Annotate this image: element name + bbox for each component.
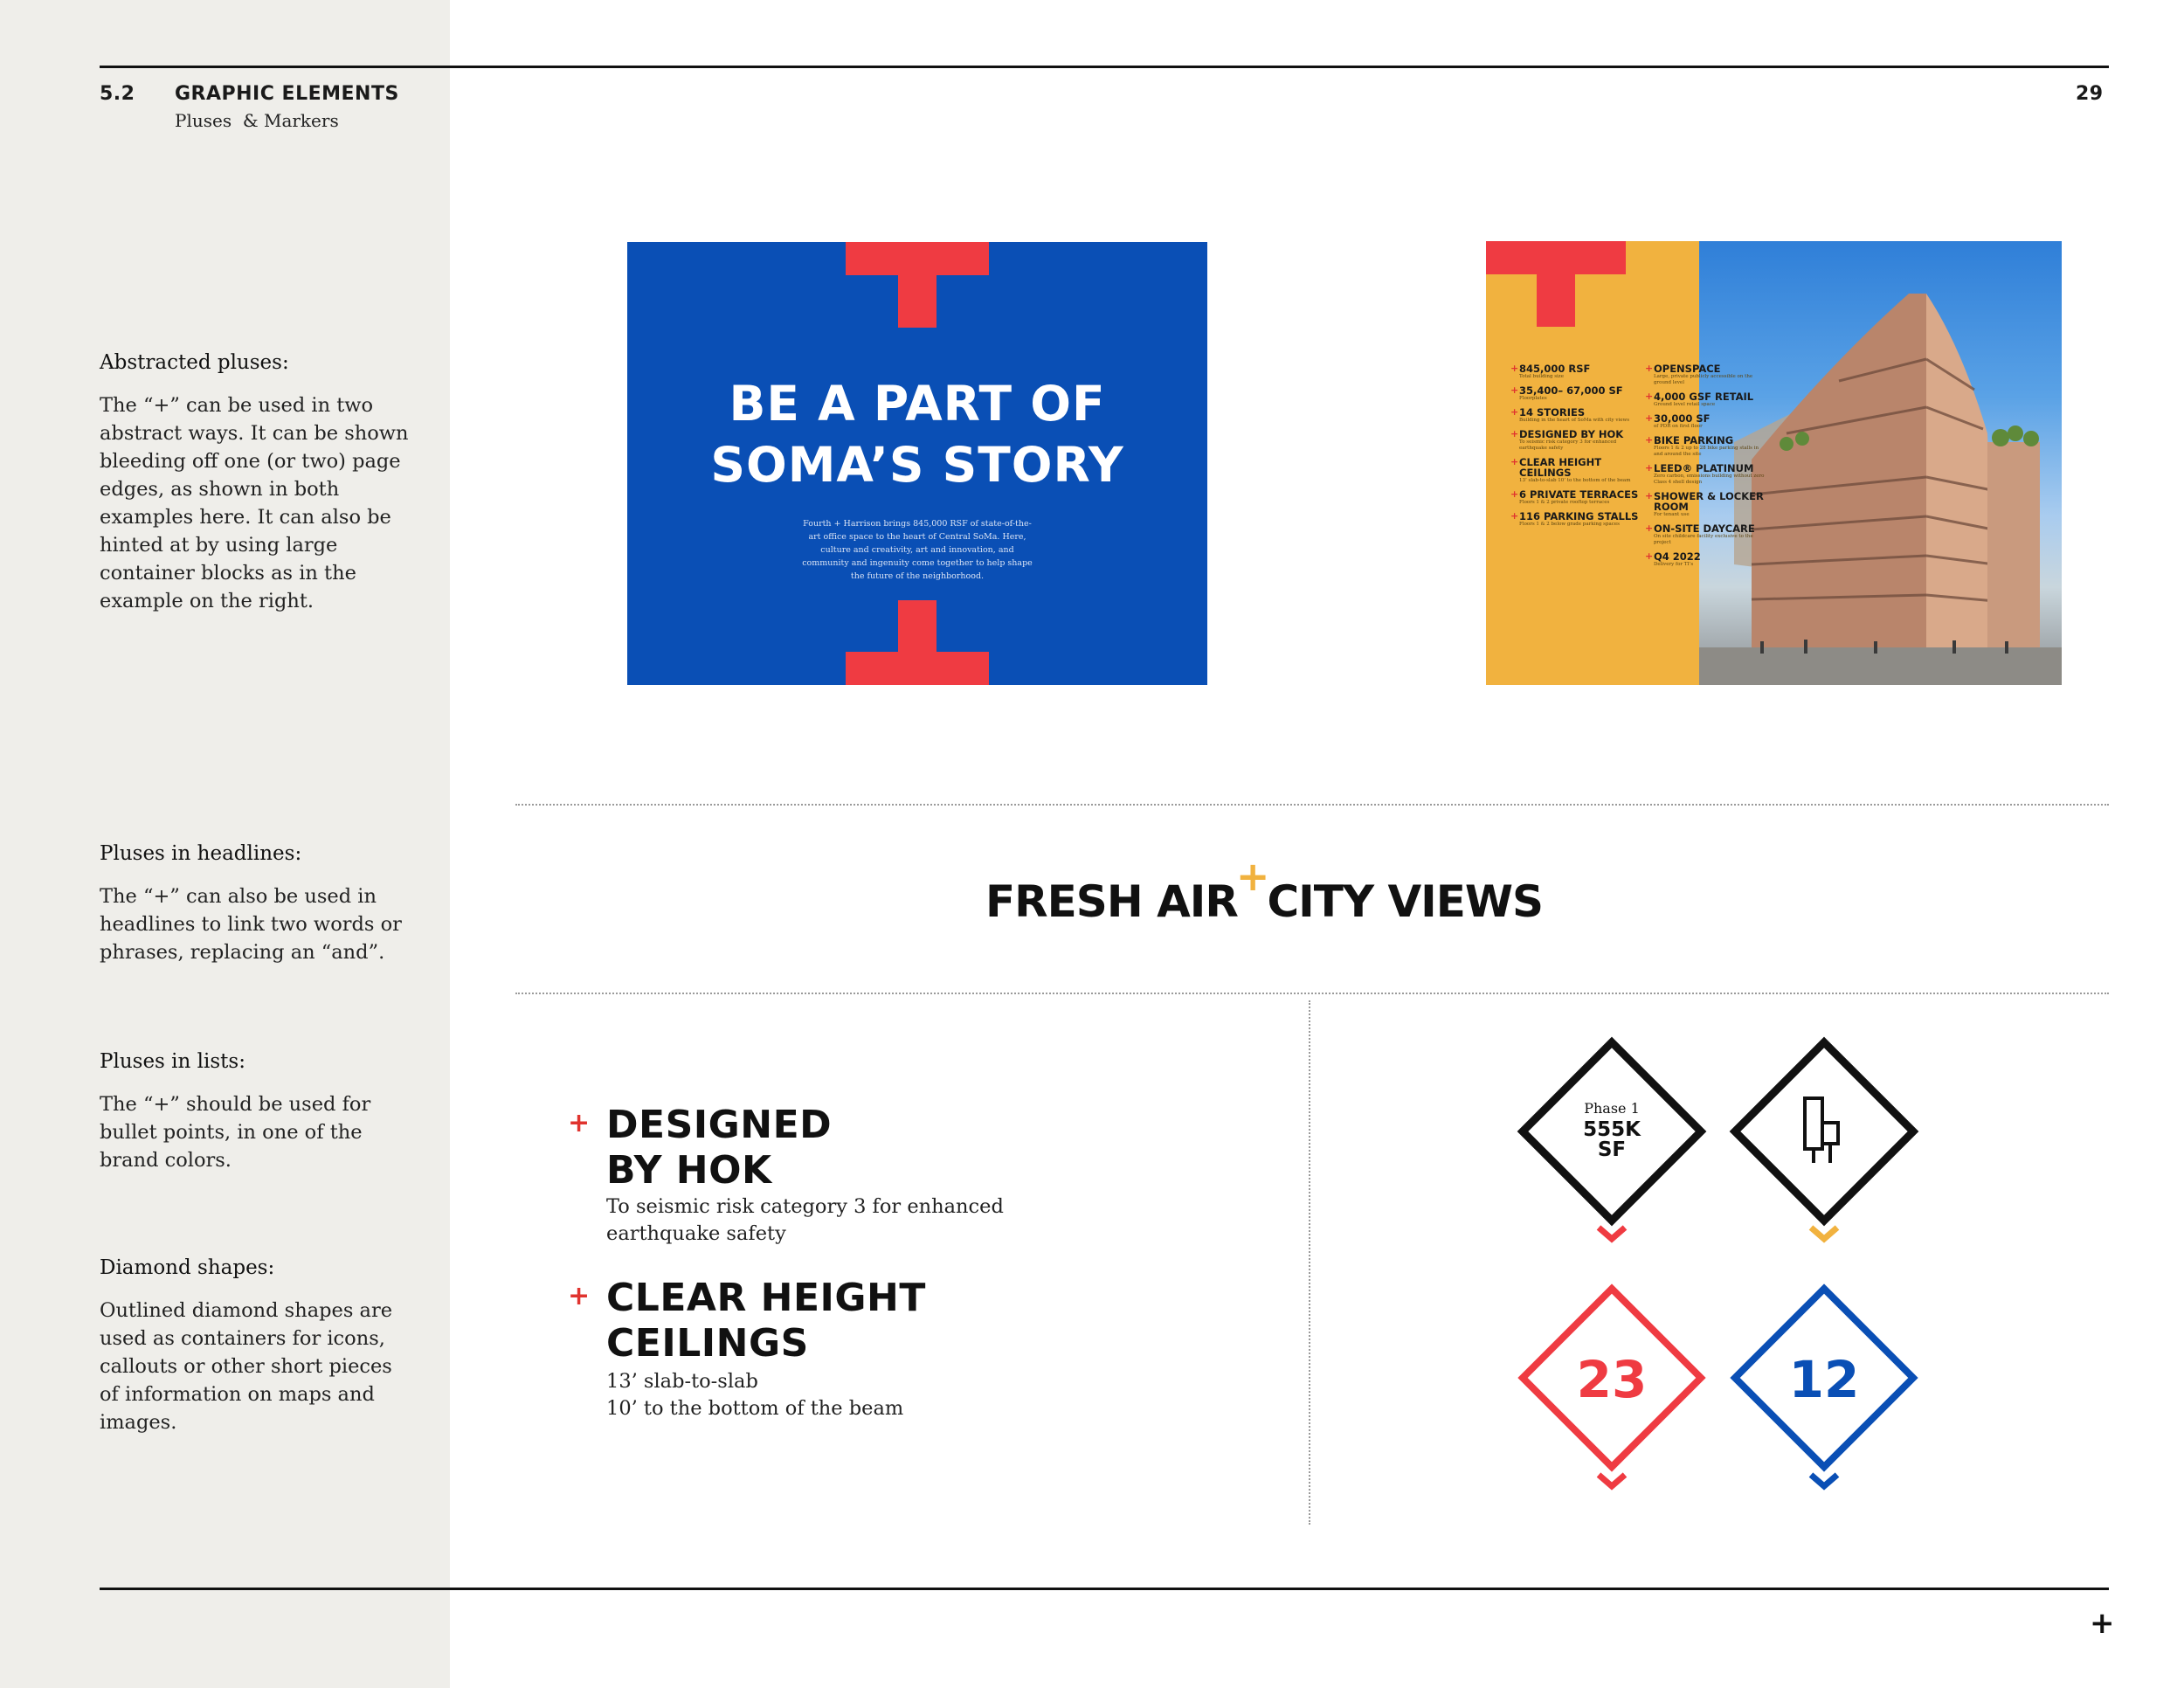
section-title: GRAPHIC ELEMENTS bbox=[175, 83, 399, 105]
page-number: 29 bbox=[2076, 83, 2104, 105]
brochure-bullet: + LEED® PLATINUM Zero carbon, emissions building without zero Class 4 shell design bbox=[1645, 462, 1765, 485]
list-item-title-line1: CLEAR HEIGHT bbox=[606, 1276, 926, 1320]
note-body-diamonds: Outlined diamond shapes are used as containers for icons, callouts or other short pieces of information on maps and images. bbox=[100, 1299, 393, 1434]
diamond-phase-marker bbox=[1523, 1042, 1701, 1239]
brochure-bullet: + BIKE PARKING Floors 1 & 2 up to 28 bike parking stalls in and around the site bbox=[1645, 434, 1759, 457]
plus-bullet-icon: + bbox=[1510, 510, 1519, 522]
plus-bullet-icon: + bbox=[1645, 550, 1654, 562]
list-item-desc-line2: 10’ to the bottom of the beam bbox=[606, 1397, 904, 1420]
brochure-bullet: + CLEAR HEIGHT CEILINGS 13’ slab-to-slab 10’ to the bottom of the beam bbox=[1510, 456, 1631, 483]
plus-bullet-icon: + bbox=[1645, 412, 1654, 424]
footer-plus-icon: + bbox=[2090, 1606, 2115, 1641]
poster-title-line2: SOMA’S STORY bbox=[710, 437, 1124, 493]
poster-title-line1: BE A PART OF bbox=[729, 376, 1106, 432]
headline-plus: + bbox=[1235, 853, 1269, 900]
section-number: 5.2 bbox=[100, 83, 135, 105]
brochure-bullet: + Q4 2022 Delivery for TI’s bbox=[1645, 550, 1701, 567]
brochure-bullet: + OPENSPACE Large, private publicly accessible on the ground level bbox=[1645, 363, 1753, 385]
list-item-desc bbox=[606, 1368, 903, 1422]
plus-bullet-icon: + bbox=[1510, 406, 1519, 418]
bottom-rule bbox=[100, 1588, 2109, 1590]
plus-bullet-icon: + bbox=[1645, 434, 1654, 446]
brochure-bullet: + 30,000 SF of PDR on first floor bbox=[1645, 412, 1711, 429]
plus-block-bottom-bar bbox=[846, 652, 989, 685]
brochure-bullet: + ON-SITE DAYCARE On site childcare facility exclusive to the project bbox=[1645, 522, 1755, 545]
brochure-col-1 bbox=[1510, 363, 1641, 533]
diamond-number-blue bbox=[1735, 1289, 1913, 1486]
headline-right: CITY VIEWS bbox=[1267, 876, 1544, 927]
brochure-plus-stem bbox=[1537, 241, 1575, 327]
plus-bullet-icon: + bbox=[1510, 456, 1519, 467]
plus-bullet-icon: + bbox=[1510, 488, 1519, 500]
brochure-bullet: + 35,400– 67,000 SF Floorplates bbox=[1510, 384, 1623, 401]
note-heading-headlines: Pluses in headlines: bbox=[100, 842, 302, 865]
list-item-title-line2: CEILINGS bbox=[606, 1321, 809, 1366]
divider-lower bbox=[515, 993, 2109, 994]
note-heading-diamonds: Diamond shapes: bbox=[100, 1256, 275, 1279]
plus-bullet-icon: + bbox=[1645, 522, 1654, 534]
plus-bullet-icon: + bbox=[1510, 363, 1519, 374]
plus-bullet-icon: + bbox=[1645, 462, 1654, 474]
plus-bullet-icon: + bbox=[1510, 428, 1519, 439]
plus-bullet-icon: + bbox=[1645, 363, 1654, 374]
plus-bullet-icon: + bbox=[1510, 384, 1519, 396]
list-item-desc-line1: 13’ slab-to-slab bbox=[606, 1370, 758, 1393]
brochure-col-2 bbox=[1645, 363, 1767, 573]
diamond-markers bbox=[1503, 1035, 1931, 1507]
brochure-bullet: + SHOWER & LOCKER ROOM For tenant use bbox=[1645, 490, 1764, 517]
brochure-example bbox=[1486, 241, 2062, 685]
list-item-title bbox=[606, 1103, 832, 1193]
poster-body: Fourth + Harrison brings 845,000 RSF of state-of-the-art office space to the heart of Central SoMa. Here, culture and creativity, art and innovation, and community and ingenuity come together to help shape the future of the neighborhood. bbox=[802, 519, 1033, 581]
brochure-bullet: + 845,000 RSF Total building size bbox=[1510, 363, 1591, 379]
list-item-title-line2: BY HOK bbox=[606, 1148, 772, 1193]
list-item-desc-line1: To seismic risk category 3 for enhanced bbox=[606, 1195, 1004, 1218]
divider-vertical bbox=[1309, 1000, 1310, 1525]
brochure-bullet: + 4,000 GSF RETAIL Ground level retail space bbox=[1645, 391, 1754, 407]
diamond-phase-label: Phase 1 bbox=[1584, 1100, 1640, 1117]
plus-bullet-icon: + bbox=[1645, 490, 1654, 502]
brochure-bullet: + DESIGNED BY HOK To seismic risk category 3 for enhanced earthquake safety bbox=[1510, 428, 1624, 451]
brochure-bullet: + 6 PRIVATE TERRACES Floors 1 & 2 private rooftop terraces bbox=[1510, 488, 1639, 505]
list-item-title-line1: DESIGNED bbox=[606, 1103, 833, 1147]
note-body-lists: The “+” should be used for bullet points, in one of the brand colors. bbox=[100, 1093, 371, 1172]
headline-left: FRESH AIR bbox=[985, 876, 1238, 927]
plus-bullet-icon: + bbox=[1645, 391, 1654, 402]
plus-block-top-stem bbox=[898, 242, 936, 328]
note-heading-abstracted: Abstracted pluses: bbox=[100, 351, 289, 374]
list-item-desc-line2: earthquake safety bbox=[606, 1222, 786, 1245]
section-subtitle: Pluses & Markers bbox=[175, 110, 339, 131]
list-plus-icon: + bbox=[568, 1108, 591, 1138]
headline-example bbox=[985, 853, 1544, 927]
diamond-number-12: 12 bbox=[1788, 1350, 1860, 1409]
brochure-bullet: + 14 STORIES Building in the heart of SoMa with city views bbox=[1510, 406, 1630, 423]
poster-example bbox=[627, 242, 1207, 685]
diamond-icon-marker bbox=[1735, 1042, 1913, 1239]
brochure-container-block bbox=[1626, 241, 1699, 349]
top-rule bbox=[100, 66, 2109, 68]
diamond-phase-value: 555K bbox=[1583, 1118, 1641, 1141]
diamond-number-red bbox=[1523, 1289, 1701, 1486]
note-heading-lists: Pluses in lists: bbox=[100, 1050, 245, 1073]
diamond-phase-unit: SF bbox=[1597, 1138, 1627, 1161]
note-body-headlines: The “+” can also be used in headlines to link two words or phrases, replacing an “and”. bbox=[100, 885, 402, 964]
brochure-bullet: + 116 PARKING STALLS Floors 1 & 2 below grade parking spaces bbox=[1510, 510, 1639, 527]
list-plus-icon: + bbox=[568, 1281, 591, 1311]
diamond-number-23: 23 bbox=[1576, 1350, 1648, 1409]
list-item-desc bbox=[606, 1193, 1004, 1248]
note-body-abstracted: The “+” can be used in two abstract ways. It can be shown bleeding off one (or two) page edges, as shown in both examples here. It can also be hinted at by using large container blocks as in the example on the right. bbox=[100, 394, 409, 612]
poster-title bbox=[627, 373, 1207, 495]
divider-upper bbox=[515, 804, 2109, 806]
list-item-title bbox=[606, 1276, 926, 1366]
